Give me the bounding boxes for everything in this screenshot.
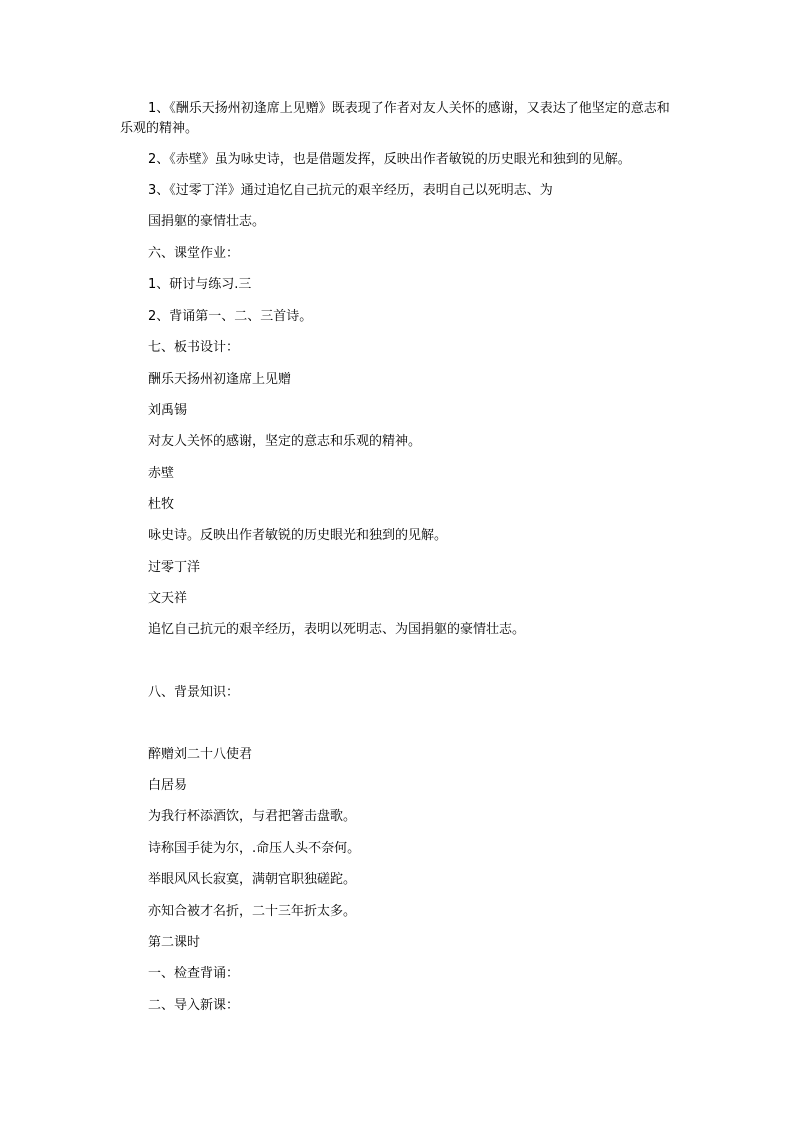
board-poem-theme-1: 对友人关怀的感谢，坚定的意志和乐观的精神。	[148, 434, 422, 449]
homework-item-1: 1、研讨与练习.三	[148, 277, 252, 292]
board-poem-title-3: 过零丁洋	[148, 560, 201, 575]
board-poem-author-1: 刘禹锡	[148, 403, 188, 418]
summary-paragraph-3-cont: 国捐躯的豪情壮志。	[148, 214, 266, 229]
background-poem-author: 白居易	[148, 778, 188, 793]
board-poem-author-3: 文天祥	[148, 591, 188, 606]
summary-paragraph-2: 2、《赤壁》虽为咏史诗，也是借题发挥，反映出作者敏锐的历史眼光和独到的见解。	[148, 152, 631, 167]
homework-item-2: 2、背诵第一、二、三首诗。	[148, 309, 313, 324]
background-poem-line-1: 为我行杯添酒饮，与君把箸击盘歌。	[148, 809, 357, 824]
board-poem-theme-2: 咏史诗。反映出作者敏锐的历史眼光和独到的见解。	[148, 528, 448, 543]
board-poem-title-2: 赤壁	[148, 466, 175, 481]
section-heading-background: 八、背景知识：	[148, 685, 240, 700]
lesson-step-1: 一、检查背诵：	[148, 966, 240, 981]
section-heading-board-design: 七、板书设计：	[148, 340, 240, 355]
background-poem-title: 醉赠刘二十八使君	[148, 747, 253, 762]
summary-paragraph-1: 1、《酬乐天扬州初逢席上见赠》既表现了作者对友人关怀的感谢，又表达了他坚定的意志和乐观的精神。	[120, 101, 670, 136]
board-poem-author-2: 杜牧	[148, 497, 175, 512]
lesson-step-2: 二、导入新课：	[148, 998, 240, 1013]
board-poem-theme-3: 追忆自己抗元的艰辛经历，表明以死明志、为国捐躯的豪情壮志。	[148, 622, 526, 637]
background-poem-line-2: 诗称国手徒为尔，.命压人头不奈何。	[148, 841, 361, 856]
board-poem-title-1: 酬乐天扬州初逢席上见赠	[148, 372, 292, 387]
background-poem-line-3: 举眼风风长寂寞，满朝官职独磋跎。	[148, 872, 357, 887]
summary-paragraph-3: 3、《过零丁洋》通过追忆自己抗元的艰辛经历，表明自己以死明志、为	[148, 183, 553, 198]
background-poem-line-4: 亦知合被才名折，二十三年折太多。	[148, 904, 357, 919]
section-heading-second-lesson: 第二课时	[148, 935, 201, 950]
section-heading-homework: 六、课堂作业：	[148, 246, 240, 261]
